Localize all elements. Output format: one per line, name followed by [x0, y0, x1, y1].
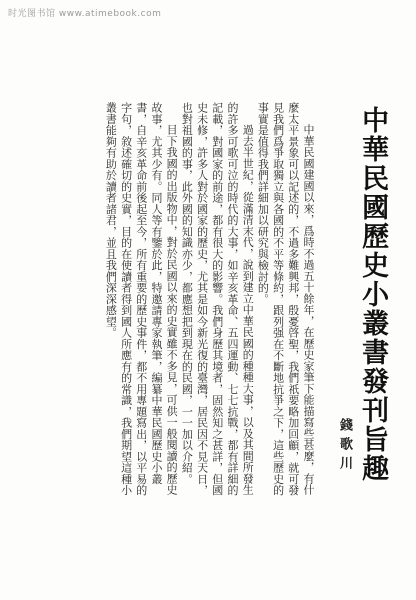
paragraph-2: 過去半世紀，從滿清末代，說到建立中華民國的種種大事，以及其間所發生的許多可歌可泣的時代的大事，如辛亥革命、五四運動、七七抗戰，都有詳細的記載，對國家的前途，都有很大的影響。我們身歷其境者，固然知之甚詳，但國史未修，許多人對於國家的歷史，尤其是如今新光復的臺灣，居民因不見天日，也對祖國的事，此外國的知識亦少，都應想把到現在的民國，一一加以介紹。: [180, 102, 255, 496]
author-name: 錢歌川: [337, 418, 352, 475]
site-watermark: 时光图书馆 www.atimebook.com: [8, 9, 162, 19]
paragraph-3: 目下我國的出版物中，對於民國以來的史實雖不多見，可供一般閱讀的歷史故事，尤其少有。同人等有鑒於此，特邀請專家執筆，編纂中華民國歷史小叢書，自辛亥革命前後起至今，所有重要的歷史事件，都不用專題寫出，以平易的字句，敘述確切的史實，目的在使讀者得到國人所應有的常識，我們期望這種小叢書能夠有助於讀者諸君，並且我們深深感望。: [104, 102, 179, 496]
paragraph-1: 中華民國建國以來，爲時不過五十餘年，在歷史家筆下能描寫些甚麼，有什麼太平景象可以記述的，不過多難興邦，殷憂啓聖，我們祇要略加回顧，就可發見我們爲爭取獨立與各國的不平等條約，跟列强在不斷地抗爭之下，這些歷史的事實是值得我們詳細加以研究與檢討的。: [256, 102, 315, 496]
body-text: [88, 102, 316, 502]
page-title: 中華民國歷史小叢書發刊旨趣: [357, 106, 389, 483]
